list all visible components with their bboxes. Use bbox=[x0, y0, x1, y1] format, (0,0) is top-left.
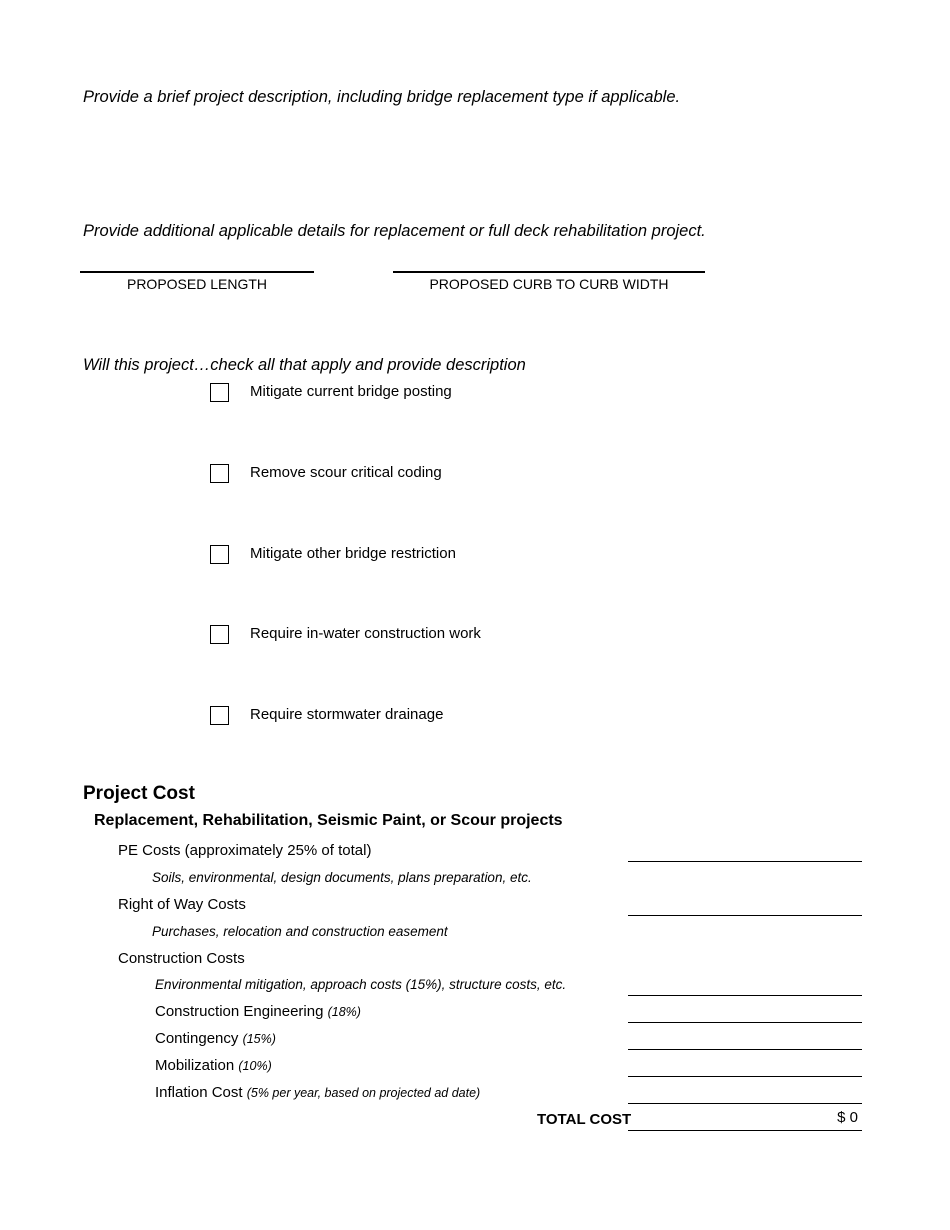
construction-costs-label: Construction Costs bbox=[118, 950, 245, 967]
project-cost-title: Project Cost bbox=[83, 783, 195, 804]
contingency-pct: (15%) bbox=[242, 1032, 276, 1046]
pe-costs-label: PE Costs (approximately 25% of total) bbox=[118, 842, 372, 859]
mobilization-label: Mobilization bbox=[155, 1057, 235, 1074]
proposed-length-label: PROPOSED LENGTH bbox=[126, 276, 268, 292]
inflation-label: Inflation Cost bbox=[155, 1084, 243, 1101]
checkbox-stormwater[interactable] bbox=[210, 706, 229, 725]
project-cost-subtitle: Replacement, Rehabilitation, Seismic Paint, or Scour projects bbox=[94, 812, 563, 829]
contingency-row bbox=[155, 1030, 276, 1047]
total-cost-label: TOTAL COST bbox=[537, 1111, 632, 1128]
checkbox-label-scour-critical: Remove scour critical coding bbox=[250, 464, 442, 481]
checkbox-bridge-posting[interactable] bbox=[210, 383, 229, 402]
checkbox-scour-critical[interactable] bbox=[210, 464, 229, 483]
checklist-prompt: Will this project…check all that apply and provide description bbox=[83, 356, 526, 374]
total-cost-line bbox=[628, 1130, 862, 1131]
proposed-width-label: PROPOSED CURB TO CURB WIDTH bbox=[429, 276, 669, 292]
row-costs-note: Purchases, relocation and construction easement bbox=[152, 924, 448, 939]
row-costs-input[interactable] bbox=[628, 915, 862, 916]
construction-engineering-input[interactable] bbox=[628, 1022, 862, 1023]
checkbox-label-in-water: Require in-water construction work bbox=[250, 625, 481, 642]
checkbox-label-bridge-posting: Mitigate current bridge posting bbox=[250, 383, 452, 400]
construction-engineering-label: Construction Engineering bbox=[155, 1003, 324, 1020]
mobilization-pct: (10%) bbox=[238, 1059, 272, 1073]
construction-costs-note: Environmental mitigation, approach costs (15%), structure costs, etc. bbox=[155, 977, 567, 992]
inflation-note: (5% per year, based on projected ad date) bbox=[246, 1086, 481, 1100]
proposed-width-input[interactable] bbox=[393, 271, 705, 273]
contingency-input[interactable] bbox=[628, 1049, 862, 1050]
pe-costs-input[interactable] bbox=[628, 861, 862, 862]
row-costs-label: Right of Way Costs bbox=[118, 896, 246, 913]
construction-engineering-row bbox=[155, 1003, 361, 1020]
checkbox-bridge-restriction[interactable] bbox=[210, 545, 229, 564]
inflation-input[interactable] bbox=[628, 1103, 862, 1104]
proposed-length-input[interactable] bbox=[80, 271, 314, 273]
checkbox-label-stormwater: Require stormwater drainage bbox=[250, 706, 444, 723]
total-cost-value: $ 0 bbox=[837, 1109, 858, 1126]
contingency-label: Contingency bbox=[155, 1030, 239, 1047]
description-prompt: Provide a brief project description, including bridge replacement type if applicable. bbox=[83, 88, 681, 106]
construction-costs-input[interactable] bbox=[628, 995, 862, 996]
checkbox-in-water[interactable] bbox=[210, 625, 229, 644]
construction-engineering-pct: (18%) bbox=[327, 1005, 361, 1019]
inflation-row bbox=[155, 1084, 480, 1101]
pe-costs-note: Soils, environmental, design documents, plans preparation, etc. bbox=[152, 870, 532, 885]
details-prompt: Provide additional applicable details for replacement or full deck rehabilitation project. bbox=[83, 222, 706, 240]
checkbox-label-bridge-restriction: Mitigate other bridge restriction bbox=[250, 545, 456, 562]
mobilization-row bbox=[155, 1057, 272, 1074]
mobilization-input[interactable] bbox=[628, 1076, 862, 1077]
